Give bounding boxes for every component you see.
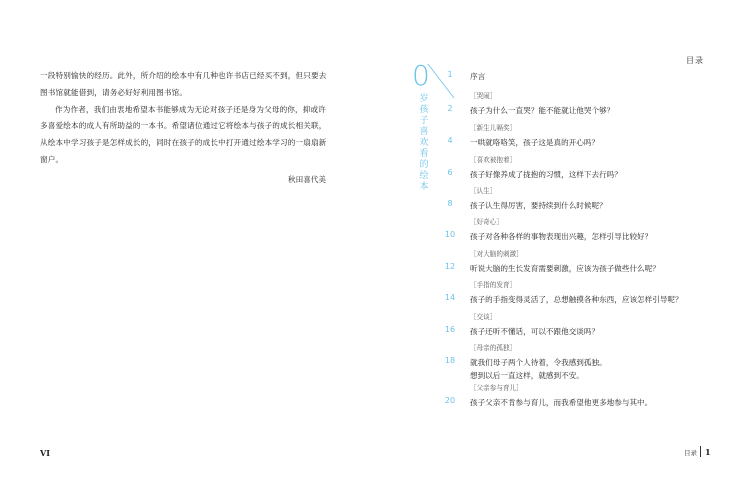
toc-entry-page-number: 1 (447, 70, 453, 79)
toc-entry-page-number: 16 (444, 325, 456, 334)
toc-entry-title: 就我们母子两个人待着，令我感到孤独。 (470, 358, 607, 367)
toc-entry-page-number: 6 (447, 168, 453, 177)
toc-entry-title: 孩子为什么一直哭？能不能就让他哭个够？ (470, 106, 615, 115)
toc-entry-category: ［交谈］ (470, 313, 497, 321)
toc-entry-category: ［父亲参与育儿］ (470, 384, 523, 392)
toc-entry-title: 听说大脑的生长发育需要刺激，应该为孩子做些什么呢？ (470, 264, 660, 273)
age-caption: 岁孩子喜欢看的绘本 (419, 94, 429, 192)
toc-entry-category: ［对大脑的刺激］ (470, 250, 523, 258)
toc-entry-title: 一哄就咯咯笑，孩子这是真的开心吗？ (470, 138, 600, 147)
preface-paragraph: 一段特别愉快的经历。此外，所介绍的绘本中有几种也许书店已经买不到，但只要去图书馆就能借到，请务必好好利用图书馆。 (40, 71, 327, 97)
toc-entry-title: 序言 (470, 72, 486, 81)
left-page-number: VI (40, 448, 50, 458)
toc-entry-page-number: 10 (444, 230, 456, 239)
toc-entry-page-number: 18 (444, 356, 456, 365)
author-signature: 秋田喜代美 (288, 175, 326, 184)
toc-entry-page-number: 12 (444, 262, 456, 271)
footer-divider (700, 446, 701, 457)
toc-entry-page-number: 2 (447, 104, 453, 113)
preface-paragraph: 作为作者，我们由衷地希望本书能够成为无论对孩子还是身为父母的你，抑或许多喜爱绘本的成人有所助益的一本书。希望诸位通过它将绘本与孩子的成长相关联，从绘本中学习孩子是怎样成长的，同时在孩子的成长中打开通过绘本学习的一扇扇新窗户。 (40, 104, 327, 164)
toc-header-title: 目录 (686, 56, 704, 65)
preface-body (40, 68, 328, 169)
toc-entry-title: 孩子认生得厉害，要持续到什么时候呢？ (470, 201, 607, 210)
right-page-number: 1 (705, 447, 711, 457)
toc-entry-title: 孩子还听不懂话，可以不跟他交谈吗？ (470, 327, 600, 336)
toc-entry-title: 孩子对各种各样的事物表现出兴趣，怎样引导比较好？ (470, 232, 653, 241)
toc-entry-category: ［喜欢被抱着］ (470, 156, 517, 164)
toc-entry-title: 孩子父亲不肯参与育儿，而我希望他更多地参与其中。 (470, 398, 653, 407)
age-number: 0 (412, 59, 430, 92)
toc-entry-category: ［新生儿嗝奖］ (470, 124, 517, 132)
toc-entry-title: 孩子好像养成了拢抱的习惯，这样下去行吗？ (470, 170, 622, 179)
toc-entry-category: ［手指的发育］ (470, 281, 517, 289)
toc-entry-page-number: 14 (444, 293, 456, 302)
toc-entry-page-number: 8 (447, 199, 453, 208)
toc-entry-category: ［好奇心］ (470, 218, 503, 226)
toc-entry-category: ［母亲的孤独］ (470, 344, 517, 352)
footer-section-label: 目录 (684, 449, 697, 457)
toc-entry-title: 孩子的手指变得灵活了，总想触摸各种东西，应该怎样引导呢？ (470, 295, 683, 304)
toc-entry-category: ［哭闹］ (470, 92, 497, 100)
toc-entry-title: 想到以后一直这样，就感到不安。 (470, 371, 584, 380)
toc-entry-page-number: 4 (447, 136, 453, 145)
toc-entry-category: ［认生］ (470, 187, 497, 195)
toc-entry-page-number: 20 (444, 396, 456, 405)
